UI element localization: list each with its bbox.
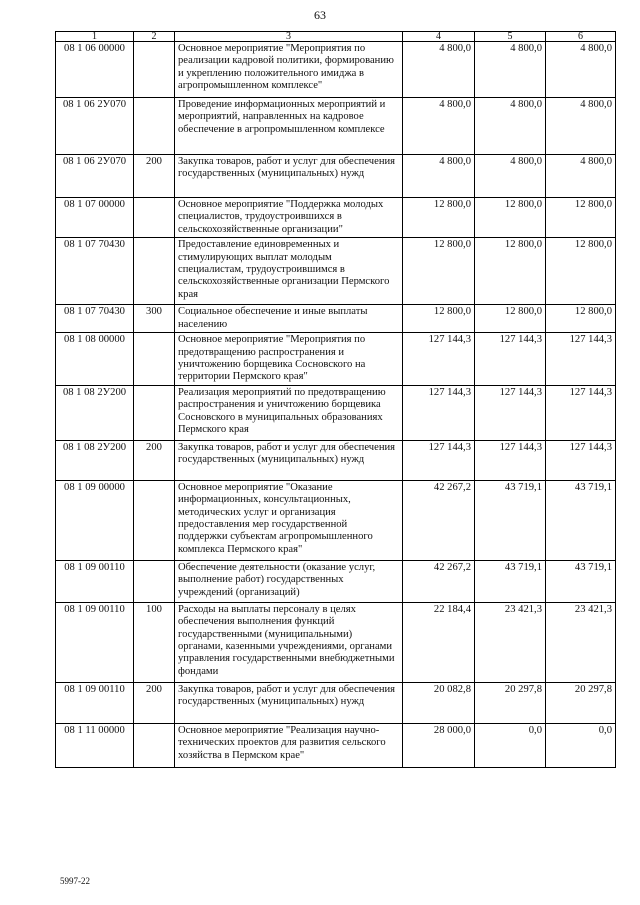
row-amount-3: 12 800,0 [546,198,616,238]
row-expense-type [134,42,175,98]
row-expense-type [134,238,175,305]
row-amount-2: 0,0 [475,723,546,767]
row-code: 08 1 06 2У070 [56,155,134,198]
table-row [56,198,616,238]
table-row [56,560,616,602]
row-amount-1: 12 800,0 [403,305,475,333]
row-amount-3: 43 719,1 [546,480,616,560]
row-amount-2: 4 800,0 [475,155,546,198]
row-expense-type [134,198,175,238]
row-code: 08 1 09 00110 [56,682,134,723]
row-amount-3: 4 800,0 [546,42,616,98]
table-header-row [56,32,616,42]
row-amount-1: 4 800,0 [403,155,475,198]
row-amount-2: 12 800,0 [475,305,546,333]
row-description: Основное мероприятие "Мероприятия по реализации кадровой политики, формированию и укреплению положительного имиджа в агропромышленном комплексе" [175,42,403,98]
row-expense-type [134,333,175,386]
row-code: 08 1 06 2У070 [56,98,134,155]
header-col-5: 5 [475,32,546,42]
row-amount-1: 12 800,0 [403,238,475,305]
row-amount-2: 20 297,8 [475,682,546,723]
row-description: Расходы на выплаты персоналу в целях обеспечения выполнения функций государственными (муниципальными) органами, казенными учреждениями, органами управления государственными внебюджетными фондами [175,602,403,682]
header-col-6: 6 [546,32,616,42]
row-description: Закупка товаров, работ и услуг для обеспечения государственных (муниципальных) нужд [175,682,403,723]
row-amount-1: 42 267,2 [403,480,475,560]
row-amount-2: 127 144,3 [475,440,546,480]
row-expense-type [134,385,175,440]
row-code: 08 1 07 00000 [56,198,134,238]
row-code: 08 1 07 70430 [56,238,134,305]
row-amount-1: 22 184,4 [403,602,475,682]
row-amount-3: 12 800,0 [546,305,616,333]
row-amount-3: 127 144,3 [546,385,616,440]
row-expense-type: 300 [134,305,175,333]
header-col-2: 2 [134,32,175,42]
row-code: 08 1 09 00110 [56,560,134,602]
row-expense-type [134,98,175,155]
row-amount-2: 12 800,0 [475,198,546,238]
table-row [56,723,616,767]
row-amount-3: 0,0 [546,723,616,767]
row-description: Обеспечение деятельности (оказание услуг, выполнение работ) государственных учреждений (организаций) [175,560,403,602]
table-row [56,238,616,305]
row-description: Основное мероприятие "Оказание информационных, консультационных, методических услуг и организация предоставления мер государственной поддержки субъектам агропромышленного комплекса Пермского края" [175,480,403,560]
row-amount-1: 12 800,0 [403,198,475,238]
table-row [56,333,616,386]
row-amount-2: 127 144,3 [475,333,546,386]
row-amount-1: 127 144,3 [403,333,475,386]
row-description: Основное мероприятие "Реализация научно-технических проектов для развития сельского хозяйства в Пермском крае" [175,723,403,767]
row-expense-type: 200 [134,682,175,723]
table-row [56,480,616,560]
row-amount-1: 28 000,0 [403,723,475,767]
row-expense-type [134,480,175,560]
row-description: Закупка товаров, работ и услуг для обеспечения государственных (муниципальных) нужд [175,440,403,480]
row-amount-3: 23 421,3 [546,602,616,682]
row-code: 08 1 11 00000 [56,723,134,767]
page-number: 63 [314,8,326,22]
row-description: Социальное обеспечение и иные выплаты населению [175,305,403,333]
row-code: 08 1 08 2У200 [56,385,134,440]
row-amount-3: 4 800,0 [546,155,616,198]
row-description: Закупка товаров, работ и услуг для обеспечения государственных (муниципальных) нужд [175,155,403,198]
row-description: Основное мероприятие "Поддержка молодых специалистов, трудоустроившихся в сельскохозяйственные организации" [175,198,403,238]
row-amount-2: 43 719,1 [475,560,546,602]
table-row [56,385,616,440]
row-code: 08 1 08 00000 [56,333,134,386]
row-amount-2: 43 719,1 [475,480,546,560]
header-col-3: 3 [175,32,403,42]
row-amount-2: 4 800,0 [475,42,546,98]
row-expense-type [134,723,175,767]
row-amount-2: 12 800,0 [475,238,546,305]
row-amount-3: 127 144,3 [546,333,616,386]
row-expense-type: 200 [134,155,175,198]
row-code: 08 1 09 00110 [56,602,134,682]
row-amount-3: 127 144,3 [546,440,616,480]
row-expense-type: 100 [134,602,175,682]
row-amount-1: 4 800,0 [403,98,475,155]
row-amount-2: 23 421,3 [475,602,546,682]
row-amount-3: 20 297,8 [546,682,616,723]
header-col-4: 4 [403,32,475,42]
row-amount-1: 42 267,2 [403,560,475,602]
table-row [56,682,616,723]
row-amount-1: 127 144,3 [403,440,475,480]
row-amount-1: 4 800,0 [403,42,475,98]
row-amount-1: 127 144,3 [403,385,475,440]
row-amount-1: 20 082,8 [403,682,475,723]
row-expense-type: 200 [134,440,175,480]
table-row [56,602,616,682]
row-code: 08 1 07 70430 [56,305,134,333]
row-amount-3: 12 800,0 [546,238,616,305]
table-row [56,42,616,98]
row-description: Основное мероприятие "Мероприятия по предотвращению распространения и уничтожению борщевика Сосновского на территории Пермского края" [175,333,403,386]
table-row [56,305,616,333]
row-code: 08 1 09 00000 [56,480,134,560]
row-expense-type [134,560,175,602]
budget-table [55,31,616,768]
footer-document-code: 5997-22 [60,876,90,886]
row-code: 08 1 08 2У200 [56,440,134,480]
row-description: Реализация мероприятий по предотвращению распространения и уничтожению борщевика Сосновского в муниципальных образованиях Пермского края [175,385,403,440]
row-code: 08 1 06 00000 [56,42,134,98]
row-amount-3: 43 719,1 [546,560,616,602]
row-amount-2: 4 800,0 [475,98,546,155]
table-row [56,155,616,198]
row-amount-3: 4 800,0 [546,98,616,155]
table-row [56,440,616,480]
row-description: Предоставление единовременных и стимулирующих выплат молодым специалистам, трудоустроившимся в сельскохозяйственные организации Пермского края [175,238,403,305]
row-description: Проведение информационных мероприятий и мероприятий, направленных на кадровое обеспечение в агропромышленном комплексе [175,98,403,155]
header-col-1: 1 [56,32,134,42]
row-amount-2: 127 144,3 [475,385,546,440]
table-row [56,98,616,155]
